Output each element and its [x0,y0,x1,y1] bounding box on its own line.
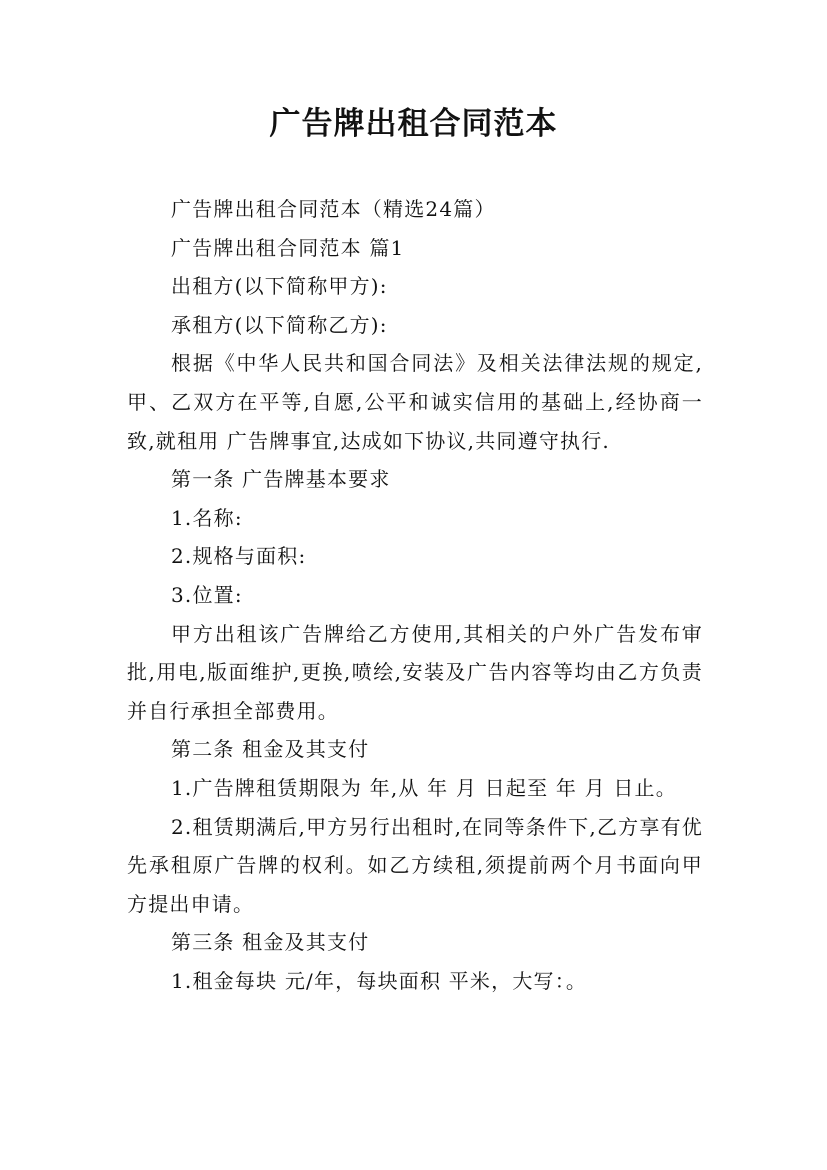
document-body [127,190,703,1000]
article-1-item-location: 3.位置: [171,582,243,607]
article-3-item-1: 1.租金每块 元/年，每块面积 平米，大写：。 [171,968,588,993]
article-3-heading: 第三条 租金及其支付 [171,930,370,955]
subtitle-selection: 广告牌出租合同范本（精选24篇） [171,197,496,221]
article-2-item-1: 1.广告牌租赁期限为 年,从 年 月 日起至 年 月 日止。 [171,775,677,800]
section-heading-part1: 广告牌出租合同范本 篇1 [171,235,405,260]
preamble-paragraph: 根据《中华人民共和国合同法》及相关法律法规的规定,甲、乙双方在平等,自愿,公平和诚实信用的基础上,经协商一致,就租用 广告牌事宜,达成如下协议,共同遵守执行. [127,351,703,453]
article-1-paragraph: 甲方出租该广告牌给乙方使用,其相关的户外广告发布审批,用电,版面维护,更换,喷绘,安装及广告内容等均由乙方负责并自行承担全部费用。 [127,621,703,723]
article-1-item-name: 1.名称: [171,505,243,530]
article-1-heading: 第一条 广告牌基本要求 [171,467,391,492]
article-2-item-2: 2.租赁期满后,甲方另行出租时,在同等条件下,乙方享有优先承租原广告牌的权利。如乙方续租,须提前两个月书面向甲方提出申请。 [127,814,703,916]
article-2-heading: 第二条 租金及其支付 [171,737,370,762]
lessor-line: 出租方(以下简称甲方): [171,274,388,299]
article-1-item-spec: 2.规格与面积: [171,544,307,569]
document-title: 广告牌出租合同范本 [269,106,558,142]
lessee-line: 承租方(以下简称乙方): [171,312,388,337]
